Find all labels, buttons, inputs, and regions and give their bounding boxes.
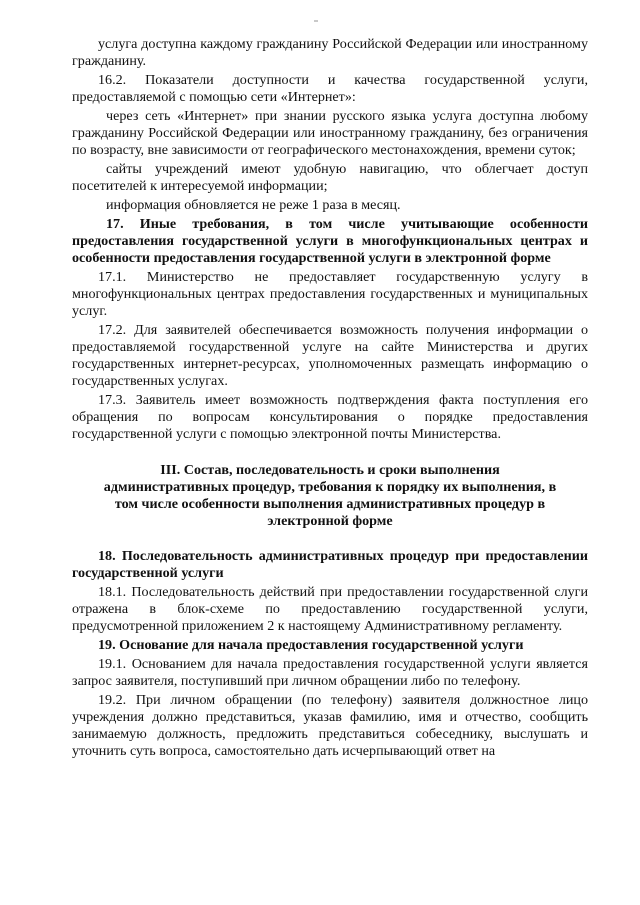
section-heading-line: административных процедур, требования к порядку их выполнения, в: [103, 478, 557, 495]
section-heading-iii: [72, 462, 588, 530]
paragraph-update: информация обновляется не реже 1 раза в месяц.: [106, 197, 401, 214]
paragraph-17-2: 17.2. Для заявителей обеспечивается возможность получения информации о предоставляемой государственной услуге на сайте Министерства и других государственных интернет-ресурсах, уполномоченных размещать информацию о государственных услугах.: [72, 322, 588, 390]
heading-18: 18. Последовательность административных процедур при предоставлении государственной услуги: [72, 547, 588, 581]
heading-19: 19. Основание для начала предоставления государственной услуги: [98, 636, 524, 653]
paragraph-17-1: 17.1. Министерство не предоставляет государственную услугу в многофункциональных центрах предоставления государственных и муниципальных услуг.: [72, 269, 588, 320]
heading-17: 17. Иные требования, в том числе учитывающие особенности предоставления государственной услуги в многофункциональных центрах и особенности предоставления государственной услуги в электронной форме: [72, 215, 588, 267]
paragraph-internet-access: через сеть «Интернет» при знании русского языка услуга доступна любому гражданину Российской Федерации или иностранному гражданину, без ограничения по возрасту, вне зависимости от географического местонахождения, времени суток;: [72, 107, 588, 159]
paragraph-16-2: 16.2. Показатели доступности и качества государственной услуги, предоставляемой с помощью сети «Интернет»:: [72, 71, 588, 106]
document-page: [72, 36, 588, 762]
paragraph-18-1: 18.1. Последовательность действий при предоставлении государственной слуги отражена в блок-схеме по предоставлению государственной услуги, предусмотренной приложением 2 к настоящему Административному регламенту.: [72, 583, 588, 635]
scan-mark: [314, 20, 318, 22]
section-heading-line: электронной форме: [267, 512, 393, 529]
paragraph-navigation: сайты учреждений имеют удобную навигацию, что облегчает доступ посетителей к интересуемой информации;: [72, 161, 588, 195]
paragraph-19-1: 19.1. Основанием для начала предоставления государственной услуги является запрос заявителя, поступивший при личном обращении либо по телефону.: [72, 655, 588, 689]
paragraph-p1: услуга доступна каждому гражданину Российской Федерации или иностранному гражданину.: [72, 36, 588, 70]
section-heading-line: III. Состав, последовательность и сроки выполнения: [160, 461, 500, 478]
paragraph-19-2: 19.2. При личном обращении (по телефону) заявителя должностное лицо учреждения должно представиться, указав фамилию, имя и отчество, сообщить занимаемую должность, предложить представиться собеседнику, выслушать и уточнить суть вопроса, самостоятельно дать исчерпывающий ответ на: [72, 691, 588, 760]
section-heading-line: том числе особенности выполнения административных процедур в: [114, 495, 546, 512]
paragraph-17-3: 17.3. Заявитель имеет возможность подтверждения факта поступления его обращения по вопросам консультирования о порядке предоставления государственной услуги с помощью электронной почты Министерства.: [72, 392, 588, 443]
